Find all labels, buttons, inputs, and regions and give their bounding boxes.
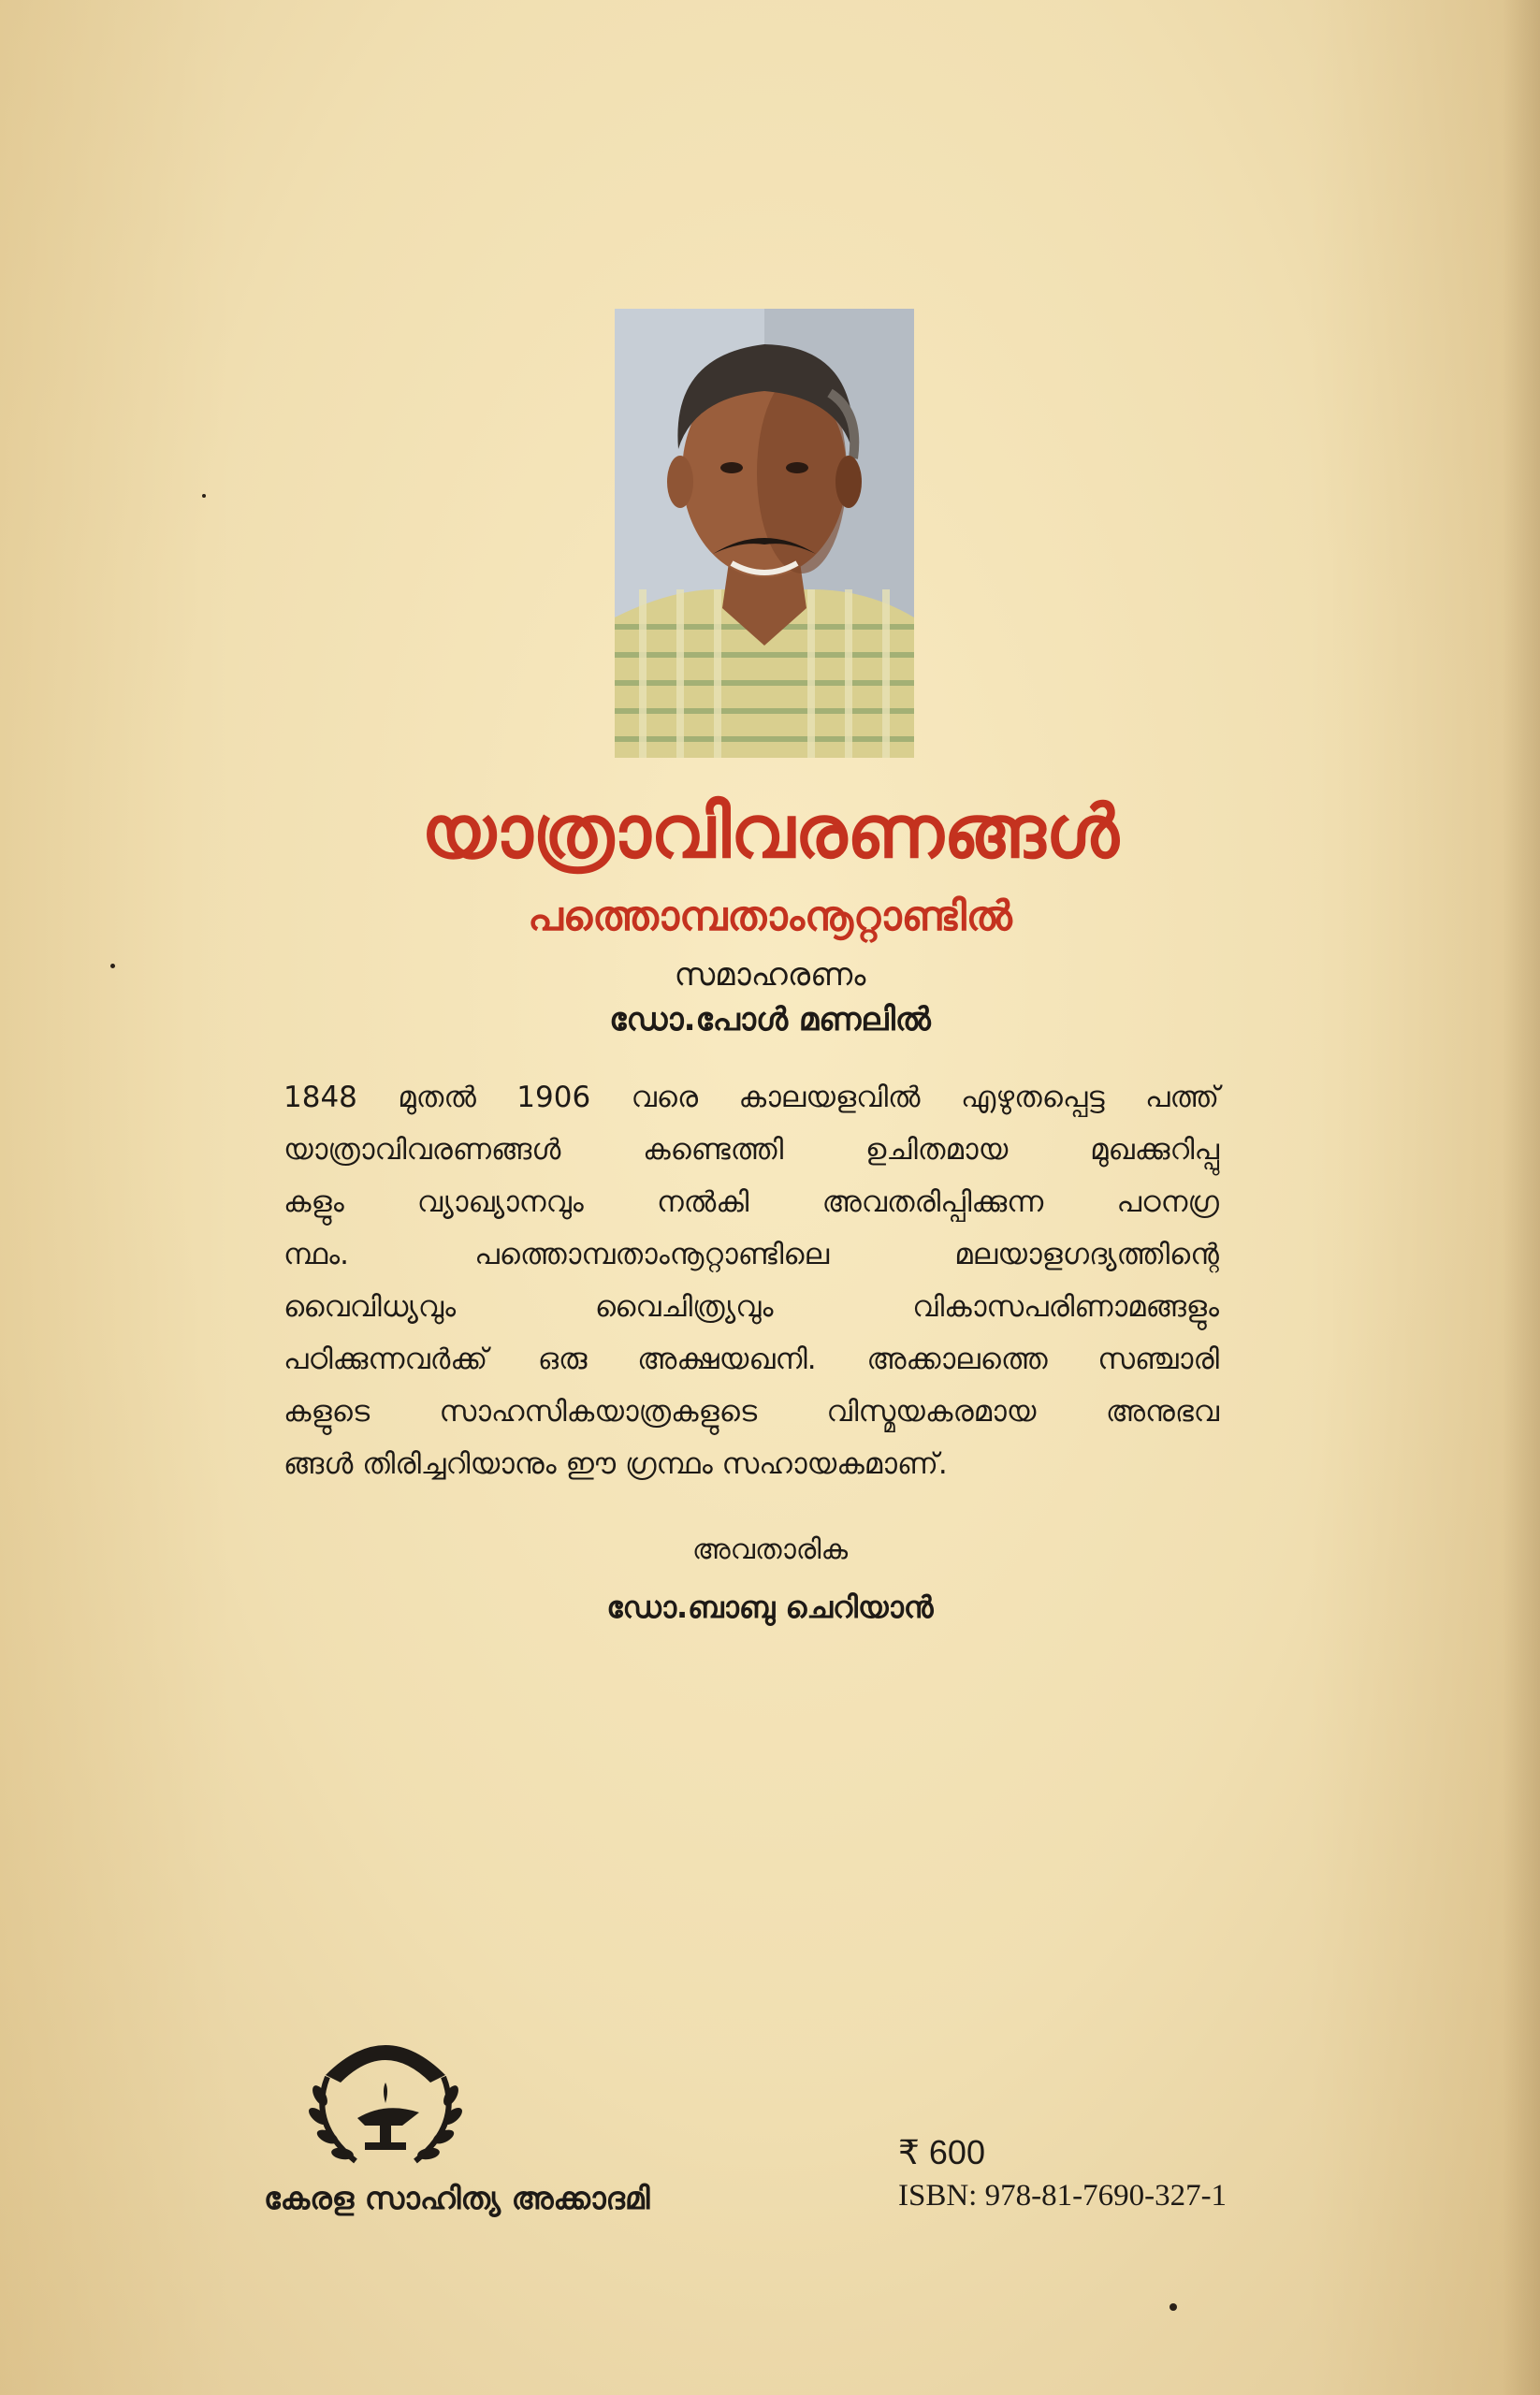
blurb-line: കളുടെ സാഹസികയാത്രകളുടെ വിസ്മയകരമായ അനുഭവ xyxy=(283,1395,1219,1429)
cover-edge-shadow xyxy=(1503,0,1540,2395)
print-speck xyxy=(202,494,206,498)
blurb-paragraph xyxy=(283,1071,1219,1490)
blurb-line: യാത്രാവിവരണങ്ങൾ കണ്ടെത്തി ഉചിതമായ മുഖക്കുറിപ്പു xyxy=(283,1133,1219,1167)
blurb-line: ന്ഥം. പത്തൊമ്പതാംനൂറ്റാണ്ടിലെ മലയാളഗദ്യത്തിന്റെ xyxy=(283,1238,1219,1271)
introduction-label: അവതാരിക xyxy=(691,1533,849,1566)
compiler-label: സമാഹരണം xyxy=(674,956,866,994)
isbn: ISBN: 978-81-7690-327-1 xyxy=(898,2179,1228,2213)
book-subtitle: പത്തൊമ്പതാംനൂറ്റാണ്ടിൽ xyxy=(528,893,1012,940)
print-speck xyxy=(110,964,115,968)
blurb-line: പഠിക്കുന്നവർക്ക് ഒരു അക്ഷയഖനി. അക്കാലത്തെ സഞ്ചാരി xyxy=(283,1343,1219,1376)
introduction-author-name: ഡോ.ബാബു ചെറിയാൻ xyxy=(606,1589,934,1625)
blurb-line: വൈവിധ്യവും വൈചിത്ര്യവും വികാസപരിണാമങ്ങളും xyxy=(283,1290,1219,1324)
blurb-line: ങ്ങൾ തിരിച്ചറിയാനും ഈ ഗ്രന്ഥം സഹായകമാണ്. xyxy=(283,1447,948,1481)
author-portrait-icon xyxy=(615,309,914,758)
compiler-name: ഡോ.പോൾ മണലിൽ xyxy=(609,1001,931,1038)
blurb-line: കളും വ്യാഖ്യാനവും നൽകി അവതരിപ്പിക്കുന്ന പഠനഗ്ര xyxy=(283,1185,1219,1219)
book-title: യാത്രാവിവരണങ്ങൾ xyxy=(421,791,1119,875)
author-photo xyxy=(615,309,914,758)
blurb-line: 1848 മുതൽ 1906 വരെ കാലയളവിൽ എഴുതപ്പെട്ട പത്ത് xyxy=(283,1081,1219,1114)
print-speck xyxy=(1170,2303,1177,2311)
lamp-emblem-icon xyxy=(299,2021,472,2170)
publisher-name: കേരള സാഹിത്യ അക്കാദമി xyxy=(264,2180,650,2216)
price: ₹ 600 xyxy=(898,2133,985,2171)
